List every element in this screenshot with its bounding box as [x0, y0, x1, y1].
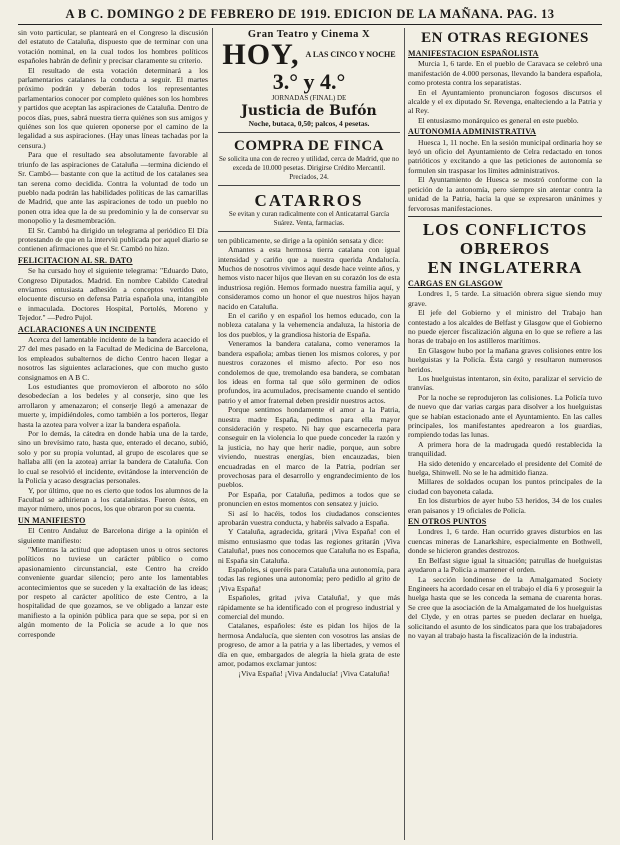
article-text: A primera hora de la madrugada quedó restablecida la tranquilidad.	[408, 439, 602, 459]
subheading-glasgow: CARGAS EN GLASGOW	[408, 278, 503, 288]
finca-ad	[218, 133, 400, 186]
article-text: En los disturbios de ayer hubo 53 heridos, 34 de los cuales eran paisanos y 19 oficiales de Policía.	[408, 496, 602, 515]
article-text: Huesca 1, 11 noche. En la sesión municipal ordinaria hoy se leyó un oficio del Ayuntamiento de Celra redactado en tonos patrióticos y excitando a que las peticiones de autonomía se formulen sin traspasar los límites administrativos.	[408, 137, 602, 175]
ad-shows: 3.° y 4.°	[272, 69, 346, 95]
article-text: El Centro Andaluz de Barcelona dirige a la opinión el siguiente manifiesto:	[18, 526, 208, 545]
article-text: Murcia 1, 6 tarde. En el pueblo de Caravaca se celebró una manifestación de 4.000 personas, llevando la bandera española, como protesta contra los separatistas.	[408, 59, 602, 88]
subheading-felicitacion: FELICITACION AL SR. DATO	[18, 255, 133, 265]
section-divider	[408, 216, 602, 217]
column-1	[18, 28, 208, 840]
column-3	[408, 28, 602, 840]
article-text: En el Ayuntamiento pronunciaron fogosos discursos el alcalde y el ex diputado Sr. Revenga, enalteciendo a la Patria y al Rey.	[408, 87, 602, 116]
article-text: Londres 1, 6 tarde. Han ocurrido graves disturbios en las cuencas mineras de Lanarkshire, especialmente en Bothwell, donde se hicieron grandes destrozos.	[408, 527, 602, 556]
article-text: Si así lo hacéis, todos los ciudadanos conscientes aprobarán vuestra conducta, y habréis salvado a España.	[218, 508, 400, 527]
subheading-manifestacion: MANIFESTACION ESPAÑOLISTA	[408, 49, 539, 58]
ad-hoy: HOY,	[222, 38, 300, 72]
article-text: Por lo demás, la cátedra en donde había una de la tarde, sino un brevísimo rato, hasta que, enterado el decano, subió, solo y por su propia voluntad, al grupo de escolares que se hallaba allí (en la azotea) arriar la bandera de Cataluña. Con lo cual se resolvió el incidente, evitándose la intervención de la Policía y acaso desgracias personales.	[18, 429, 208, 486]
section-title-inglaterra: EN INGLATERRA	[427, 257, 583, 277]
ad-film-title: Justicia de Bufón	[241, 103, 377, 120]
article-text: Veneramos la bandera catalana, como veneramos la bandera española; ambas tienen los mismos colores, y por nuestros corazones el mismo afecto. Por eso nos condolemos de que, tremolando esa bandera, se combatan los ideas en forma tal que sólo germinen de odios profundos, ira acumulados, precisamente cuando el sentido patrio y el amor fraternal deben presidir nuestros actos.	[218, 339, 400, 405]
catarros-ad	[218, 186, 400, 232]
catarros-heading: CATARROS	[254, 190, 364, 210]
article-text: La sección londinense de la Amalgamated Society Engineers ha acordado cesar en el trabajo el día 6 y proseguir la huelga hasta que se les conceda la semana de cuarenta horas. Se cree que la asociación de la Amalgamated de los huelguistas del Clyde, y en otras partes se pueden declarar en huelga, solicitando el asunto de los sindicatos para que los trabajadores no vayan al trabajo hasta la fiscalización de la industria.	[408, 574, 602, 640]
article-text: Y, por último, que no es cierto que todos los alumnos de la Facultad se adhirieran a los catalanistas. Fueron éstos, en mayor número, unos pocos, los que obraron por su cuenta.	[18, 485, 208, 514]
article-text: Los huelguistas intentaron, sin éxito, paralizar el servicio de tranvías.	[408, 373, 602, 393]
subheading-aclaraciones: ACLARACIONES A UN INCIDENTE	[18, 324, 157, 334]
subheading-otros-puntos: EN OTROS PUNTOS	[408, 517, 487, 527]
ad-times: A LAS CINCO Y NOCHE	[305, 50, 396, 60]
column-2	[218, 28, 400, 840]
article-text: Porque sentimos hondamente el amor a la Patria, nuestra madre España, pedimos para ella mayor consideración y respeto. Ni hay que escarnecerla para conseguir en la violencia lo que puede conceder la razón y la justicia, no hay que herir nadie, porque, aun sobre viviendo, nuestras energías, bien encauzadas, bien encuadradas en el marco de la Patria, podrían ser provechosas para el desarrollo y engrandecimiento de los pueblos.	[218, 405, 400, 490]
article-text: Españoles, si queréis para Cataluña una autonomía, para todas las regiones una autonomía; pero pedidlo al grito de ¡Viva España!	[218, 565, 400, 593]
article-text: ten públicamente, se dirige a la opinión sensata y dice:	[218, 235, 384, 245]
article-text: El jefe del Gobierno y el ministro del Trabajo han contestado a los alcaldes de Belfast y Glasgow que el Gobierno no puede ejercer fiscalización alguna en lo que se refiere a las horas de trabajo en los astilleros marítimos.	[408, 308, 602, 346]
article-text: Londres 1, 5 tarde. La situación obrera sigue siendo muy grave.	[408, 289, 602, 308]
article-text: Se ha cursado hoy el siguiente telegrama: "Eduardo Dato, Congreso Diputados. Madrid. En nombre Cabildo Catedral envíamos entusiasta adhesión a conceptos vertidos en elocuente discurso en defensa Patria española una, intangible e inmaculada. Doctores Hospital, Portolés, Moreno y Tejedor." —Pedro Pujol.	[18, 266, 208, 323]
vivas-line: ¡Viva España! ¡Viva Andalucía! ¡Viva Cataluña!	[238, 668, 390, 678]
page-header: A B C. DOMINGO 2 DE FEBRERO DE 1919. EDICION DE LA MAÑANA. PAG. 13	[65, 7, 555, 21]
article-text: El Ayuntamiento de Huesca se mostró conforme con la petición de la autonomía, pero siempre sin atentar contra la unidad de la Patria, hacia la que se expresaron unánimes y fervorosas manifestaciones.	[408, 175, 602, 213]
article-text: sin voto particular, se planteará en el Congreso la discusión del estatuto de Cataluña, dispuesto que de terminar con una votación nominal, en la cual todos los hombres políticos españoles habrán de definir y precisar claramente su criterio.	[18, 28, 208, 66]
article-text: Para que el resultado sea absolutamente favorable al triunfo de las aspiraciones de Cataluña —termina diciendo el Sr. Cambó— bastante con que la actitud de los catalanes sea tan serena como decidida. Contra la voluntad de todo un pueblo nada podrán las habilidades políticas de las camarillas de Madrid, que ante las aspiraciones de todo un pueblo no ponen otra idea que la de su predominio y la de conservar su monopolio y la desmembración.	[18, 150, 208, 226]
article-text: Amantes a esta hermosa tierra catalana con igual intensidad y cariño que a nuestra querida Andalucía. Muchos de nosotros vivimos aquí desde hace veinte años, y hemos visto nacer hijos que llevan en su corazón los de esta industriosa región. Hemos formado nuestra familia aquí, y consideramos como un honor el que nuestros hijos hayan nacido en Cataluña.	[218, 245, 400, 311]
section-title-conflictos: LOS CONFLICTOS	[422, 219, 588, 239]
column-separator-2	[404, 28, 405, 840]
theater-name: Gran Teatro y Cinema X	[247, 29, 371, 40]
subheading-autonomia: AUTONOMIA ADMINISTRATIVA	[408, 127, 537, 137]
article-text: En el cariño y en español los hemos educado, con la nobleza catalana y la vehemencia andaluza, la historia de los dos pueblos, y la grandiosa historia de España.	[218, 311, 400, 339]
article-text: Ha sido detenido y encarcelado el presidente del Comité de huelga, Shinwell. No se le ha admitido fianza.	[408, 458, 602, 478]
article-text: Y Cataluña, agradecida, gritará ¡Viva España! con el mismo entusiasmo que todas las regiones gritarán ¡Viva Cataluña!, pues nos conocemos que Cataluña no es España, ni España sin Cataluña.	[218, 527, 400, 565]
article-text: En Glasgow hubo por la mañana graves colisiones entre los huelguistas y la Policía. Ésta cargó y resultaron numerosos heridos.	[408, 345, 602, 374]
article-text: Acerca del lamentable incidente de la bandera acaecido el 27 del mes pasado en la Facultad de Medicina de Barcelona, los empleados subalternos de dicho Centro hacen llegar a nosotros las siguientes aclaraciones, que con mucho gusto consignamos en A B C.	[18, 335, 208, 382]
article-text: El Sr. Cambó ha dirigido un telegrama al periódico El Día protestando de que en la interviú publicada por aquel diario se contienen afirmaciones que el Sr. Cambó no hizo.	[18, 225, 208, 254]
subheading-manifiesto: UN MANIFIESTO	[18, 515, 86, 525]
article-text: Millares de soldados ocupan los puntos principales de la ciudad con bayoneta calada.	[408, 477, 602, 496]
article-text: El resultado de esta votación determinará a los parlamentarios catalanes la conducta a seguir. El martes próximo podrán y deberán todos los representantes parlamentarios conocer por completo quiénes son los hombres y partidos que aceptan las aspiraciones de Cataluña. Dentro de pocos días, pues, sabrá nuestra tierra quiénes son sus amigos y quiénes son los que quieren oponerse por el camino de la legalidad a sus aspiraciones. (Hay unas líneas tachadas por la censura.)	[18, 65, 208, 150]
article-text: El entusiasmo monárquico es general en este pueblo.	[418, 115, 579, 125]
finca-text: Se solicita una con de recreo y utilidad, cerca de Madrid, que no exceda de 10.000 pesetas. Dirigirse Crédito Mercantil. Preciados, 24.	[219, 154, 399, 181]
article-text: Españoles, gritad ¡viva Cataluña!, y que más rápidamente se ha identificado con el progreso industrial y comercial del mundo.	[218, 593, 400, 622]
article-text: Por la noche se reprodujeron las colisiones. La Policía tuvo de nuevo que dar varias cargas para disolver a los huelguistas que se habían estacionado ante el Ayuntamiento. En las calles principales, los manifestantes apedrearon a los guardias, rompiendo todas las lunas.	[408, 392, 602, 440]
ad-price: Noche, butaca, 0,50; palcos, 4 pesetas.	[248, 119, 370, 129]
article-text: En Belfast sigue igual la situación; patrullas de huelguistas ayudaron a la Policía a mantener el orden.	[408, 555, 602, 575]
article-text: Por España, por Cataluña, pedimos a todos que se pronuncien en estos momentos con sensatez y juicio.	[218, 489, 400, 509]
catarros-text: Se evitan y curan radicalmente con el Anticatarral García Suárez. Venta, farmacias.	[228, 209, 390, 227]
finca-heading: COMPRA DE FINCA	[234, 137, 384, 154]
header-rule	[18, 24, 602, 25]
ad-jornadas: JORNADAS (FINAL) DE	[271, 94, 347, 103]
article-text: Los estudiantes que promovieron el alboroto no sólo desobedecían a los bedeles y al conserje, sino que les arrollaron y amenazaron; el conserje llegó a amenazar de muerte y, impidiéndoles, como también a los porteros, llegar hasta la azotea para volver a izar la bandera española.	[18, 382, 208, 429]
article-text: Catalanes, españoles: éste es pidan los hijos de la hermosa Andalucía, que sienten con vosotros las ansias de progreso, de amor a la patria y a las libertades, y vemos el día en que, embargados de alegría la hiela grata de este amor, podamos exclamar juntos:	[218, 621, 400, 669]
section-title-regiones: EN OTRAS REGIONES	[421, 30, 589, 46]
section-title-obreros: OBREROS	[459, 238, 551, 258]
article-text: "Mientras la actitud que adoptasen unos u otros sectores políticos no tuviese un carácter público o como apasionamiento circunstancial, este Centro ha creído conveniente guardar silencio; pero ante los lamentables acontecimientos que se suceden y la exaltación de las ideas; por respeto al carácter apolítico de este Centro, a la hospitalidad de que gozamos, se ve obligado a lanzar este manifiesto a la opinión pública para que se sepa, por si en algún momento de la Policía se acude a lo que nos corresponde	[18, 544, 208, 639]
column-separator-1	[212, 28, 213, 840]
theater-ad	[218, 28, 400, 133]
